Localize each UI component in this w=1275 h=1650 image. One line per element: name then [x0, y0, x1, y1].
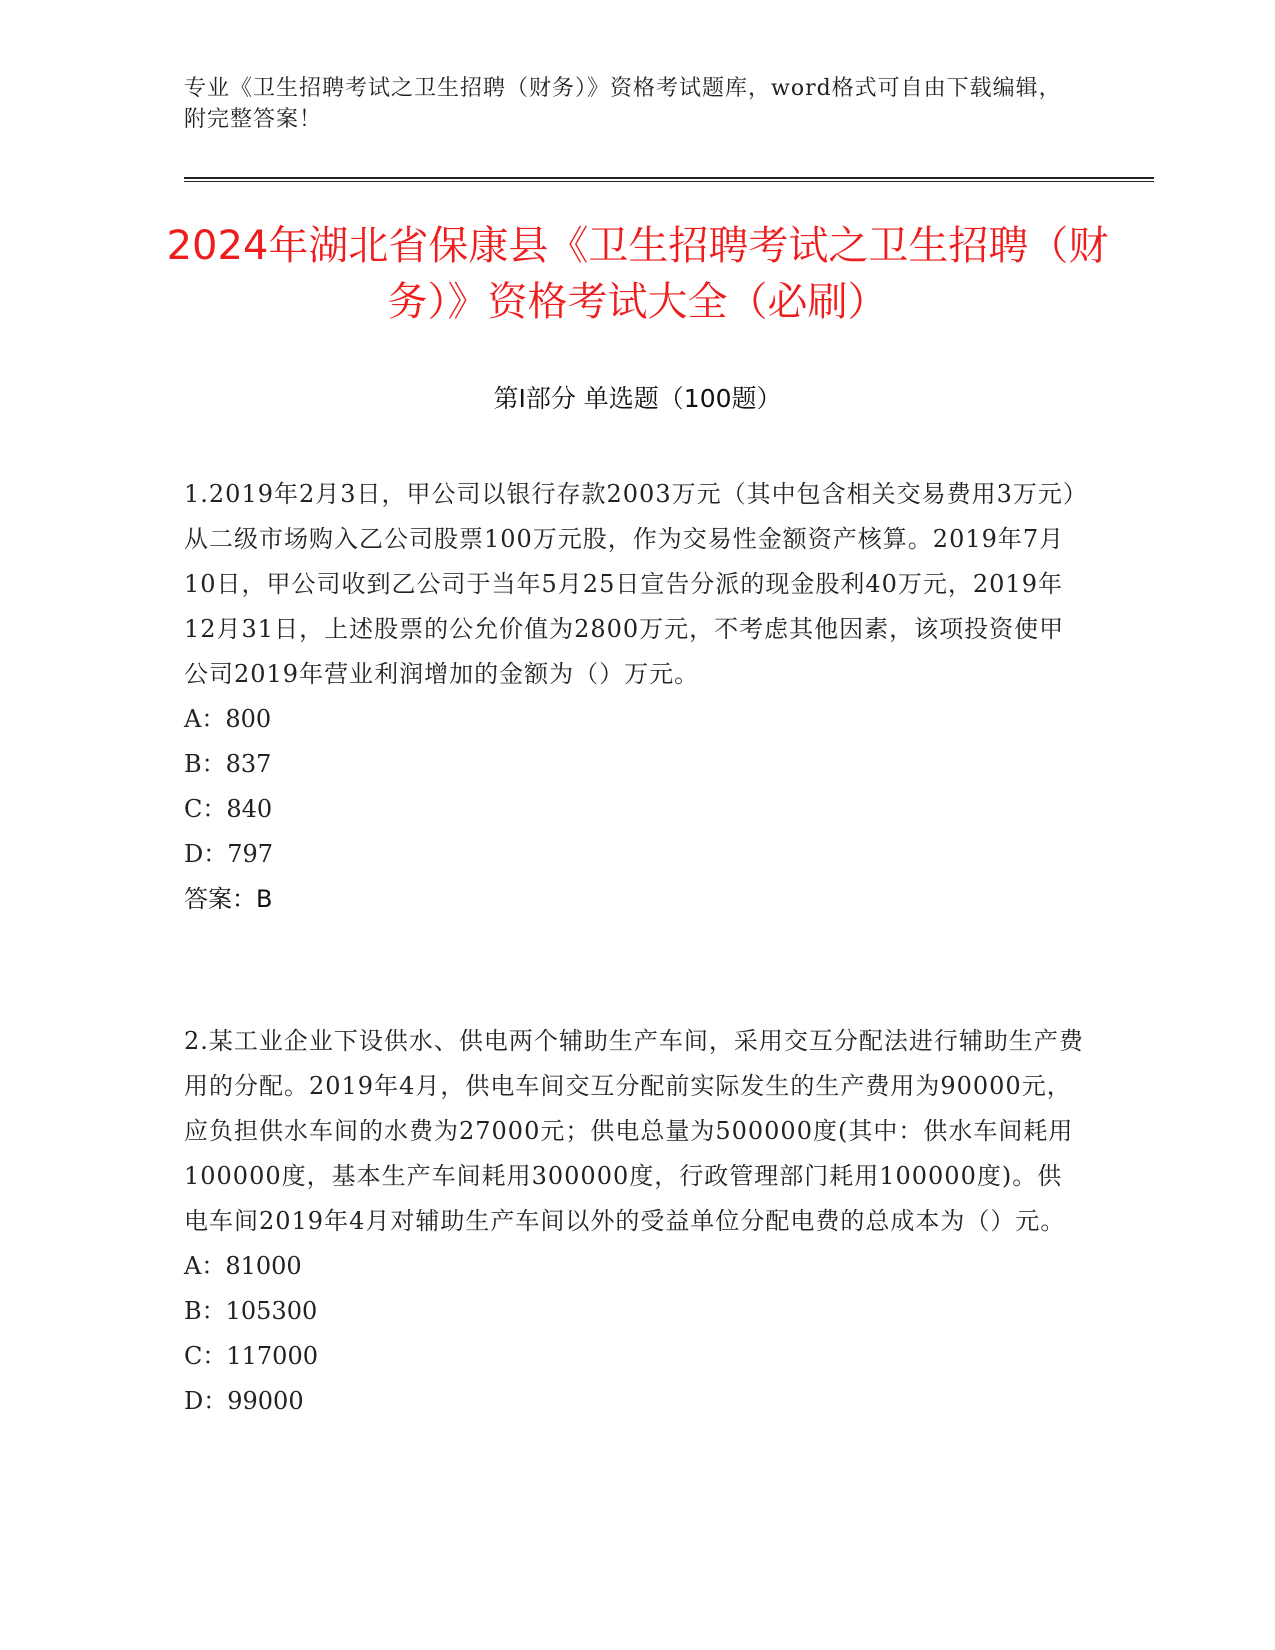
- option-b: B：837: [184, 750, 272, 778]
- option-c: C：117000: [184, 1342, 318, 1370]
- question-stem: 2.某工业企业下设供水、供电两个辅助生产车间，采用交互分配法进行辅助生产费用的分配。2019年4月，供电车间交互分配前实际发生的生产费用为90000元，应负担供水车间的水费为27000元；供电总量为500000度(其中：供水车间耗用100000度，基本生产车间耗用300000度，行政管理部门耗用100000度)。供电车间2019年4月对辅助生产车间以外的受益单位分配电费的总成本为（）元。: [184, 1027, 1084, 1235]
- option-list: [184, 1244, 1084, 1424]
- option-c: C：840: [184, 795, 273, 823]
- option-list: [184, 697, 1084, 877]
- option-d: D：797: [184, 840, 274, 868]
- option-a: A：81000: [184, 1252, 302, 1280]
- answer: 答案：B: [184, 885, 273, 913]
- question-1: [184, 472, 1084, 922]
- section-heading: 第Ⅰ部分 单选题（100题）: [493, 384, 782, 413]
- option-b: B：105300: [184, 1297, 318, 1325]
- option-d: D：99000: [184, 1387, 304, 1415]
- document-title: 2024年湖北省保康县《卫生招聘考试之卫生招聘（财务）》资格考试大全（必刷）: [166, 223, 1109, 325]
- header-divider: [184, 177, 1154, 182]
- question-2: [184, 1019, 1084, 1424]
- option-a: A：800: [184, 705, 272, 733]
- header-note: 专业《卫生招聘考试之卫生招聘（财务）》资格考试题库，word格式可自由下载编辑，附完整答案！: [184, 76, 1062, 132]
- question-stem: 1.2019年2月3日，甲公司以银行存款2003万元（其中包含相关交易费用3万元）从二级市场购入乙公司股票100万元股，作为交易性金额资产核算。2019年7月10日，甲公司收到乙公司于当年5月25日宣告分派的现金股利40万元，2019年12月31日，上述股票的公允价值为2800万元，不考虑其他因素，该项投资使甲公司2019年营业利润增加的金额为（）万元。: [184, 480, 1076, 688]
